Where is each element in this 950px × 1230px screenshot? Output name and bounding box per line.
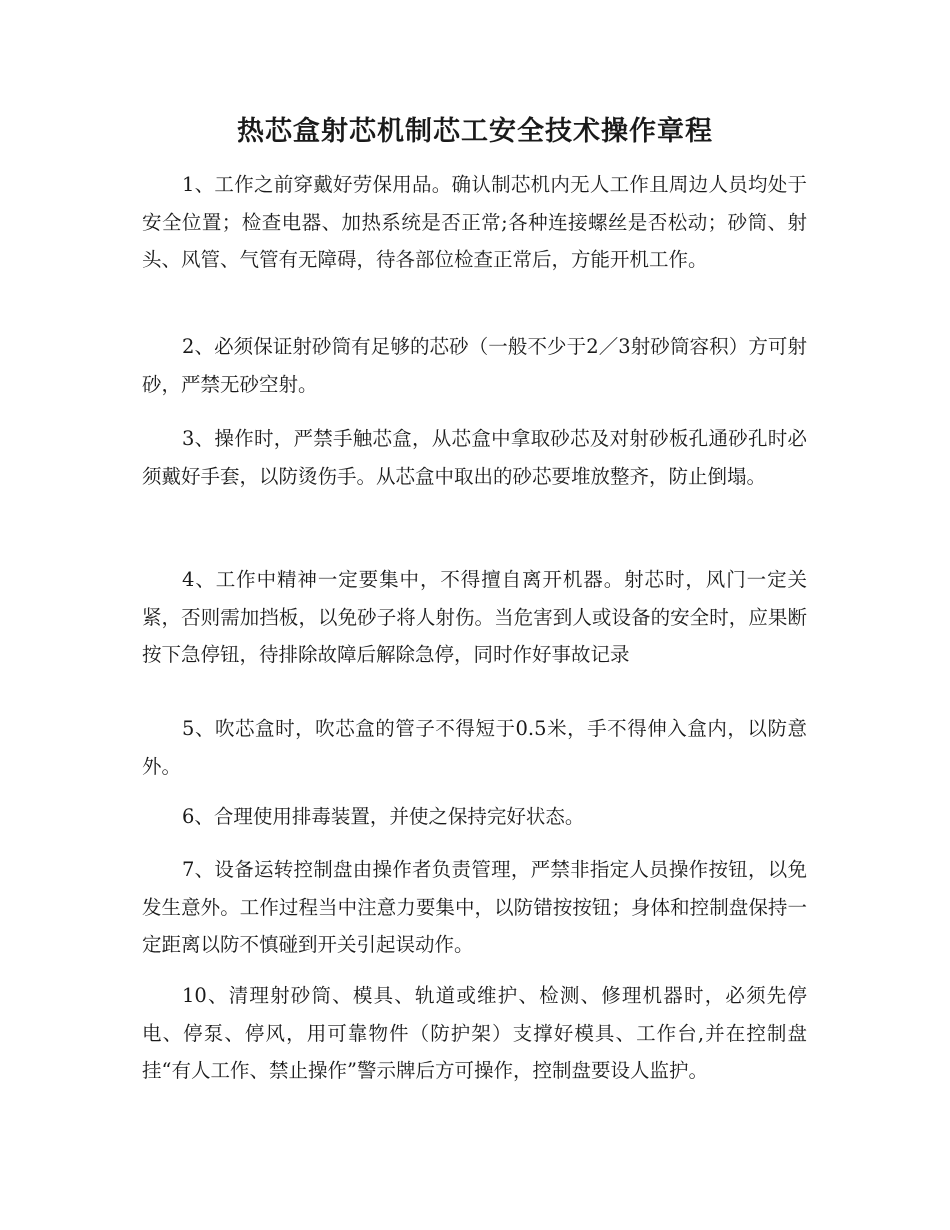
paragraph-4: 4、工作中精神一定要集中，不得擅自离开机器。射芯时，风门一定关紧，否则需加挡板，以免砂子将人射伤。当危害到人或设备的安全时，应果断按下急停钮，待排除故障后解除急停，同时作好事故记录: [142, 568, 807, 666]
paragraph-7: 7、设备运转控制盘由操作者负责管理，严禁非指定人员操作按钮，以免发生意外。工作过程当中注意力要集中，以防错按按钮；身体和控制盘保持一定距离以防不慎碰到开关引起误动作。: [142, 858, 807, 956]
paragraph-10: 10、清理射砂筒、模具、轨道或维护、检测、修理机器时，必须先停电、停泵、停风，用可靠物件（防护架）支撑好模具、工作台,并在控制盘挂“有人工作、禁止操作”警示牌后方可操作，控制盘要设人监护。: [142, 984, 807, 1082]
paragraph-2: 2、必须保证射砂筒有足够的芯砂（一般不少于2／3射砂筒容积）方可射砂，严禁无砂空射。: [142, 335, 807, 396]
paragraph-3: 3、操作时，严禁手触芯盒，从芯盒中拿取砂芯及对射砂板孔通砂孔时必须戴好手套，以防烫伤手。从芯盒中取出的砂芯要堆放整齐，防止倒塌。: [142, 427, 807, 488]
paragraph-6: 6、合理使用排毒装置，并使之保持完好状态。: [182, 805, 585, 828]
document-title: 热芯盒射芯机制芯工安全技术操作章程: [237, 116, 713, 147]
paragraph-5: 5、吹芯盒时，吹芯盒的管子不得短于0.5米，手不得伸入盒内，以防意外。: [142, 717, 807, 778]
paragraph-1: 1、工作之前穿戴好劳保用品。确认制芯机内无人工作且周边人员均处于安全位置；检查电器、加热系统是否正常;各种连接螺丝是否松动；砂筒、射头、风管、气管有无障碍，待各部位检查正常后，方能开机工作。: [142, 173, 807, 271]
